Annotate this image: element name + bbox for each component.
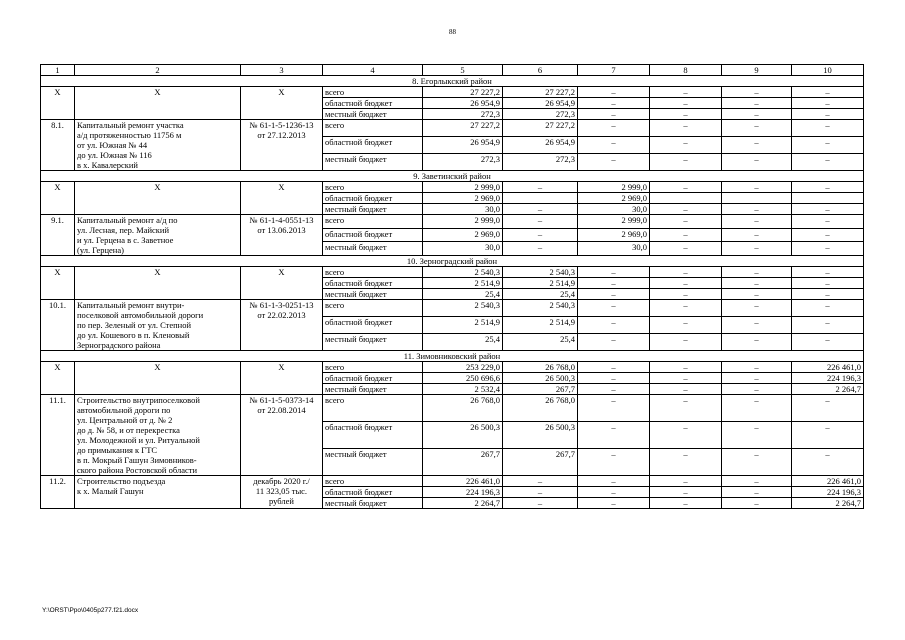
item-row bbox=[41, 120, 864, 137]
column-header: 7 bbox=[578, 65, 650, 76]
funding-source-label: всего bbox=[323, 120, 423, 137]
value-col-10: – bbox=[792, 395, 864, 422]
object-name-line: (ул. Герцена) bbox=[77, 245, 124, 255]
value-col-6: 272,3 bbox=[503, 154, 578, 171]
value-col-8: – bbox=[650, 242, 722, 256]
item-row bbox=[41, 476, 864, 487]
funding-source-label: всего bbox=[323, 395, 423, 422]
value-col-9: – bbox=[722, 120, 792, 137]
funding-source-label: всего bbox=[323, 87, 423, 98]
value-col-8: – bbox=[650, 395, 722, 422]
value-col-5: 250 696,6 bbox=[423, 373, 503, 384]
value-col-10: – bbox=[792, 137, 864, 154]
summary-row bbox=[41, 182, 864, 193]
row-number: Х bbox=[41, 267, 75, 300]
value-col-9: – bbox=[722, 278, 792, 289]
funding-source-label: местный бюджет bbox=[323, 384, 423, 395]
value-col-5: 25,4 bbox=[423, 289, 503, 300]
value-col-10: – bbox=[792, 449, 864, 476]
value-col-7: – bbox=[578, 289, 650, 300]
object-name: Х bbox=[75, 267, 241, 300]
object-name-line: в п. Мокрый Гашун Зимовников- bbox=[77, 455, 197, 465]
object-name-line: до ул. Кошевого в п. Кленовый bbox=[77, 330, 190, 340]
value-col-10: – bbox=[792, 120, 864, 137]
value-col-7: – bbox=[578, 120, 650, 137]
value-col-8: – bbox=[650, 334, 722, 351]
object-name bbox=[75, 300, 241, 351]
document-ref bbox=[241, 120, 323, 171]
value-col-6: 27 227,2 bbox=[503, 120, 578, 137]
funding-source-label: областной бюджет bbox=[323, 487, 423, 498]
value-col-9: – bbox=[722, 334, 792, 351]
value-col-6: – bbox=[503, 182, 578, 193]
value-col-7: – bbox=[578, 449, 650, 476]
value-col-7: – bbox=[578, 487, 650, 498]
value-col-6: 27 227,2 bbox=[503, 87, 578, 98]
budget-table bbox=[40, 64, 864, 509]
object-name-line: по пер. Зеленый от ул. Степной bbox=[77, 320, 192, 330]
value-col-7: – bbox=[578, 422, 650, 449]
value-col-6: – bbox=[503, 487, 578, 498]
funding-source-label: всего bbox=[323, 300, 423, 317]
object-name-line: в х. Кавалерский bbox=[77, 160, 138, 170]
section-title: 9. Заветинский район bbox=[41, 171, 864, 182]
value-col-5: 2 969,0 bbox=[423, 228, 503, 242]
column-header: 2 bbox=[75, 65, 241, 76]
column-header: 5 bbox=[423, 65, 503, 76]
value-col-6 bbox=[503, 193, 578, 204]
value-col-8 bbox=[650, 193, 722, 204]
object-name bbox=[75, 476, 241, 509]
value-col-8: – bbox=[650, 317, 722, 334]
value-col-7: – bbox=[578, 137, 650, 154]
value-col-6: 267,7 bbox=[503, 449, 578, 476]
funding-source-label: всего bbox=[323, 267, 423, 278]
value-col-7: – bbox=[578, 384, 650, 395]
value-col-6: – bbox=[503, 215, 578, 229]
value-col-6: 25,4 bbox=[503, 289, 578, 300]
object-name-line: до ул. Южная № 116 bbox=[77, 150, 152, 160]
object-name bbox=[75, 395, 241, 476]
value-col-6: 25,4 bbox=[503, 334, 578, 351]
object-name: Х bbox=[75, 362, 241, 395]
value-col-5: 30,0 bbox=[423, 242, 503, 256]
value-col-10: – bbox=[792, 242, 864, 256]
funding-source-label: всего bbox=[323, 362, 423, 373]
value-col-6: 26 500,3 bbox=[503, 422, 578, 449]
object-name-line: и ул. Герцена в с. Заветное bbox=[77, 235, 174, 245]
value-col-8: – bbox=[650, 228, 722, 242]
value-col-9: – bbox=[722, 373, 792, 384]
value-col-7: 30,0 bbox=[578, 204, 650, 215]
funding-source-label: всего bbox=[323, 182, 423, 193]
value-col-5: 26 500,3 bbox=[423, 422, 503, 449]
funding-source-label: местный бюджет bbox=[323, 242, 423, 256]
section-title-row bbox=[41, 171, 864, 182]
object-name-line: автомобильной дороги по bbox=[77, 405, 171, 415]
value-col-6: 267,7 bbox=[503, 384, 578, 395]
value-col-6: 2 540,3 bbox=[503, 267, 578, 278]
document-ref: Х bbox=[241, 87, 323, 120]
section-title: 8. Егорлыкский район bbox=[41, 76, 864, 87]
value-col-8: – bbox=[650, 449, 722, 476]
value-col-7: – bbox=[578, 373, 650, 384]
page-number: 88 bbox=[449, 28, 456, 36]
value-col-5: 2 540,3 bbox=[423, 267, 503, 278]
object-name: Х bbox=[75, 87, 241, 120]
value-col-7: – bbox=[578, 498, 650, 509]
funding-source-label: областной бюджет bbox=[323, 373, 423, 384]
value-col-5: 26 768,0 bbox=[423, 395, 503, 422]
value-col-7: 30,0 bbox=[578, 242, 650, 256]
value-col-10: – bbox=[792, 182, 864, 193]
value-col-7: 2 969,0 bbox=[578, 228, 650, 242]
document-ref bbox=[241, 476, 323, 509]
document-ref-line: № 61-1-3-0251-13 bbox=[249, 300, 314, 310]
value-col-8: – bbox=[650, 278, 722, 289]
section-title: 10. Зерноградский район bbox=[41, 256, 864, 267]
column-header: 8 bbox=[650, 65, 722, 76]
value-col-7: – bbox=[578, 154, 650, 171]
value-col-9: – bbox=[722, 384, 792, 395]
value-col-8: – bbox=[650, 204, 722, 215]
value-col-8: – bbox=[650, 498, 722, 509]
object-name bbox=[75, 215, 241, 256]
object-name-line: ул. Центральной от д. № 2 bbox=[77, 415, 173, 425]
funding-source-label: местный бюджет bbox=[323, 204, 423, 215]
funding-source-label: местный бюджет bbox=[323, 334, 423, 351]
funding-source-label: местный бюджет bbox=[323, 449, 423, 476]
section-title-row bbox=[41, 351, 864, 362]
value-col-10: – bbox=[792, 278, 864, 289]
value-col-10: – bbox=[792, 334, 864, 351]
row-number: 11.2. bbox=[41, 476, 75, 509]
value-col-7: – bbox=[578, 109, 650, 120]
value-col-10: – bbox=[792, 228, 864, 242]
value-col-5: 2 514,9 bbox=[423, 278, 503, 289]
object-name-line: Капитальный ремонт участка bbox=[77, 120, 184, 130]
funding-source-label: местный бюджет bbox=[323, 498, 423, 509]
value-col-8: – bbox=[650, 487, 722, 498]
document-ref bbox=[241, 215, 323, 256]
value-col-8: – bbox=[650, 137, 722, 154]
value-col-7: 2 999,0 bbox=[578, 215, 650, 229]
value-col-9: – bbox=[722, 317, 792, 334]
column-header: 10 bbox=[792, 65, 864, 76]
document-ref: Х bbox=[241, 267, 323, 300]
value-col-9: – bbox=[722, 267, 792, 278]
summary-row bbox=[41, 87, 864, 98]
document-ref-line: 11 323,05 тыс. bbox=[255, 486, 308, 496]
row-number: Х bbox=[41, 182, 75, 215]
file-path-footer: Y:\ORST\Ppo\0405p277.f21.docx bbox=[42, 607, 139, 614]
value-col-9: – bbox=[722, 300, 792, 317]
value-col-8: – bbox=[650, 362, 722, 373]
value-col-7: – bbox=[578, 278, 650, 289]
value-col-6: 2 540,3 bbox=[503, 300, 578, 317]
value-col-5: 25,4 bbox=[423, 334, 503, 351]
value-col-8: – bbox=[650, 120, 722, 137]
value-col-6: – bbox=[503, 242, 578, 256]
value-col-6: – bbox=[503, 228, 578, 242]
value-col-5: 253 229,0 bbox=[423, 362, 503, 373]
funding-source-label: местный бюджет bbox=[323, 289, 423, 300]
value-col-5: 272,3 bbox=[423, 154, 503, 171]
value-col-6: 26 768,0 bbox=[503, 395, 578, 422]
value-col-7: 2 969,0 bbox=[578, 193, 650, 204]
object-name-line: Капитальный ремонт а/д по bbox=[77, 215, 178, 225]
value-col-7: – bbox=[578, 334, 650, 351]
value-col-10 bbox=[792, 193, 864, 204]
value-col-5: 2 540,3 bbox=[423, 300, 503, 317]
document-ref: Х bbox=[241, 182, 323, 215]
value-col-9: – bbox=[722, 154, 792, 171]
value-col-10: 224 196,3 bbox=[792, 487, 864, 498]
value-col-6: 26 954,9 bbox=[503, 137, 578, 154]
funding-source-label: областной бюджет bbox=[323, 317, 423, 334]
object-name-line: Строительство внутрипоселковой bbox=[77, 395, 200, 405]
funding-source-label: областной бюджет bbox=[323, 137, 423, 154]
value-col-9: – bbox=[722, 182, 792, 193]
row-number: 11.1. bbox=[41, 395, 75, 476]
value-col-9: – bbox=[722, 449, 792, 476]
value-col-7: – bbox=[578, 267, 650, 278]
value-col-5: 2 514,9 bbox=[423, 317, 503, 334]
value-col-8: – bbox=[650, 476, 722, 487]
row-number: 8.1. bbox=[41, 120, 75, 171]
value-col-5: 26 954,9 bbox=[423, 98, 503, 109]
value-col-6: 26 500,3 bbox=[503, 373, 578, 384]
document-ref-line: от 22.02.2013 bbox=[257, 310, 306, 320]
document-ref bbox=[241, 395, 323, 476]
value-col-6: 272,3 bbox=[503, 109, 578, 120]
value-col-9: – bbox=[722, 242, 792, 256]
value-col-9: – bbox=[722, 87, 792, 98]
value-col-5: 30,0 bbox=[423, 204, 503, 215]
value-col-10: – bbox=[792, 87, 864, 98]
column-header: 9 bbox=[722, 65, 792, 76]
value-col-9: – bbox=[722, 98, 792, 109]
value-col-9: – bbox=[722, 228, 792, 242]
value-col-9: – bbox=[722, 137, 792, 154]
value-col-10: – bbox=[792, 204, 864, 215]
value-col-9: – bbox=[722, 362, 792, 373]
funding-source-label: областной бюджет bbox=[323, 422, 423, 449]
value-col-5: 2 532,4 bbox=[423, 384, 503, 395]
value-col-7: – bbox=[578, 87, 650, 98]
value-col-5: 224 196,3 bbox=[423, 487, 503, 498]
value-col-8: – bbox=[650, 422, 722, 449]
funding-source-label: областной бюджет bbox=[323, 228, 423, 242]
column-header: 1 bbox=[41, 65, 75, 76]
value-col-5: 267,7 bbox=[423, 449, 503, 476]
value-col-10: 226 461,0 bbox=[792, 476, 864, 487]
value-col-6: 26 954,9 bbox=[503, 98, 578, 109]
document-ref bbox=[241, 300, 323, 351]
value-col-5: 2 969,0 bbox=[423, 193, 503, 204]
value-col-10: – bbox=[792, 154, 864, 171]
funding-source-label: местный бюджет bbox=[323, 154, 423, 171]
value-col-8: – bbox=[650, 300, 722, 317]
row-number: 10.1. bbox=[41, 300, 75, 351]
section-title: 11. Зимовниковский район bbox=[41, 351, 864, 362]
value-col-6: – bbox=[503, 476, 578, 487]
funding-source-label: всего bbox=[323, 476, 423, 487]
value-col-7: – bbox=[578, 317, 650, 334]
value-col-10: – bbox=[792, 215, 864, 229]
value-col-8: – bbox=[650, 289, 722, 300]
document-ref-line: от 13.06.2013 bbox=[257, 225, 306, 235]
object-name-line: Строительство подъезда bbox=[77, 476, 166, 486]
document-ref-line: № 61-1-5-0373-14 bbox=[249, 395, 314, 405]
section-title-row bbox=[41, 256, 864, 267]
value-col-8: – bbox=[650, 154, 722, 171]
value-col-5: 2 999,0 bbox=[423, 182, 503, 193]
value-col-10: – bbox=[792, 300, 864, 317]
document-ref-line: № 61-1-5-1236-13 bbox=[249, 120, 314, 130]
value-col-10: – bbox=[792, 317, 864, 334]
value-col-6: 2 514,9 bbox=[503, 278, 578, 289]
value-col-9: – bbox=[722, 487, 792, 498]
document-ref-line: № 61-1-4-0551-13 bbox=[249, 215, 314, 225]
object-name-line: до д. № 58, и от перекрестка bbox=[77, 425, 180, 435]
value-col-5: 26 954,9 bbox=[423, 137, 503, 154]
value-col-10: – bbox=[792, 289, 864, 300]
value-col-7: – bbox=[578, 300, 650, 317]
value-col-8: – bbox=[650, 384, 722, 395]
value-col-9: – bbox=[722, 289, 792, 300]
value-col-9: – bbox=[722, 109, 792, 120]
value-col-10: 2 264,7 bbox=[792, 498, 864, 509]
item-row bbox=[41, 395, 864, 422]
value-col-7: – bbox=[578, 98, 650, 109]
value-col-8: – bbox=[650, 98, 722, 109]
value-col-10: – bbox=[792, 422, 864, 449]
document-ref-line: рублей bbox=[269, 496, 294, 506]
object-name-line: поселковой автомобильной дороги bbox=[77, 310, 204, 320]
object-name: Х bbox=[75, 182, 241, 215]
column-header: 3 bbox=[241, 65, 323, 76]
value-col-10: – bbox=[792, 109, 864, 120]
value-col-9: – bbox=[722, 395, 792, 422]
value-col-7: – bbox=[578, 362, 650, 373]
item-row bbox=[41, 300, 864, 317]
value-col-10: – bbox=[792, 267, 864, 278]
value-col-8: – bbox=[650, 373, 722, 384]
funding-source-label: областной бюджет bbox=[323, 278, 423, 289]
value-col-8: – bbox=[650, 182, 722, 193]
column-header: 6 bbox=[503, 65, 578, 76]
value-col-7: – bbox=[578, 395, 650, 422]
value-col-7: – bbox=[578, 476, 650, 487]
object-name bbox=[75, 120, 241, 171]
value-col-9: – bbox=[722, 204, 792, 215]
value-col-10: – bbox=[792, 98, 864, 109]
summary-row bbox=[41, 362, 864, 373]
funding-source-label: областной бюджет bbox=[323, 98, 423, 109]
table-body bbox=[41, 65, 864, 509]
value-col-6: – bbox=[503, 204, 578, 215]
object-name-line: до примыкания к ГТС bbox=[77, 445, 158, 455]
value-col-8: – bbox=[650, 109, 722, 120]
value-col-8: – bbox=[650, 215, 722, 229]
object-name-line: от ул. Южная № 44 bbox=[77, 140, 148, 150]
value-col-9 bbox=[722, 193, 792, 204]
funding-source-label: местный бюджет bbox=[323, 109, 423, 120]
value-col-5: 27 227,2 bbox=[423, 87, 503, 98]
row-number: 9.1. bbox=[41, 215, 75, 256]
value-col-10: 224 196,3 bbox=[792, 373, 864, 384]
document-ref-line: от 27.12.2013 bbox=[257, 130, 306, 140]
value-col-8: – bbox=[650, 267, 722, 278]
value-col-6: – bbox=[503, 498, 578, 509]
item-row bbox=[41, 215, 864, 229]
object-name-line: Капитальный ремонт внутри- bbox=[77, 300, 185, 310]
column-header: 4 bbox=[323, 65, 423, 76]
document-ref-line: декабрь 2020 г./ bbox=[253, 476, 310, 486]
value-col-9: – bbox=[722, 476, 792, 487]
summary-row bbox=[41, 267, 864, 278]
value-col-9: – bbox=[722, 215, 792, 229]
column-header-row bbox=[41, 65, 864, 76]
value-col-5: 226 461,0 bbox=[423, 476, 503, 487]
value-col-5: 27 227,2 bbox=[423, 120, 503, 137]
object-name-line: ул. Лесная, пер. Майский bbox=[77, 225, 170, 235]
object-name-line: ул. Молодежной и ул. Ритуальной bbox=[77, 435, 200, 445]
value-col-5: 272,3 bbox=[423, 109, 503, 120]
value-col-10: 226 461,0 bbox=[792, 362, 864, 373]
funding-source-label: всего bbox=[323, 215, 423, 229]
value-col-9: – bbox=[722, 498, 792, 509]
value-col-7: 2 999,0 bbox=[578, 182, 650, 193]
value-col-6: 2 514,9 bbox=[503, 317, 578, 334]
row-number: Х bbox=[41, 87, 75, 120]
value-col-5: 2 264,7 bbox=[423, 498, 503, 509]
object-name-line: к х. Малый Гашун bbox=[77, 486, 144, 496]
object-name-line: а/д протяженностью 11756 м bbox=[77, 130, 182, 140]
value-col-6: 26 768,0 bbox=[503, 362, 578, 373]
document-ref: Х bbox=[241, 362, 323, 395]
value-col-9: – bbox=[722, 422, 792, 449]
row-number: Х bbox=[41, 362, 75, 395]
object-name-line: Зерноградского района bbox=[77, 340, 161, 350]
value-col-10: 2 264,7 bbox=[792, 384, 864, 395]
value-col-5: 2 999,0 bbox=[423, 215, 503, 229]
value-col-8: – bbox=[650, 87, 722, 98]
funding-source-label: областной бюджет bbox=[323, 193, 423, 204]
object-name-line: ского района Ростовской области bbox=[77, 465, 198, 475]
document-ref-line: от 22.08.2014 bbox=[257, 405, 306, 415]
section-title-row bbox=[41, 76, 864, 87]
